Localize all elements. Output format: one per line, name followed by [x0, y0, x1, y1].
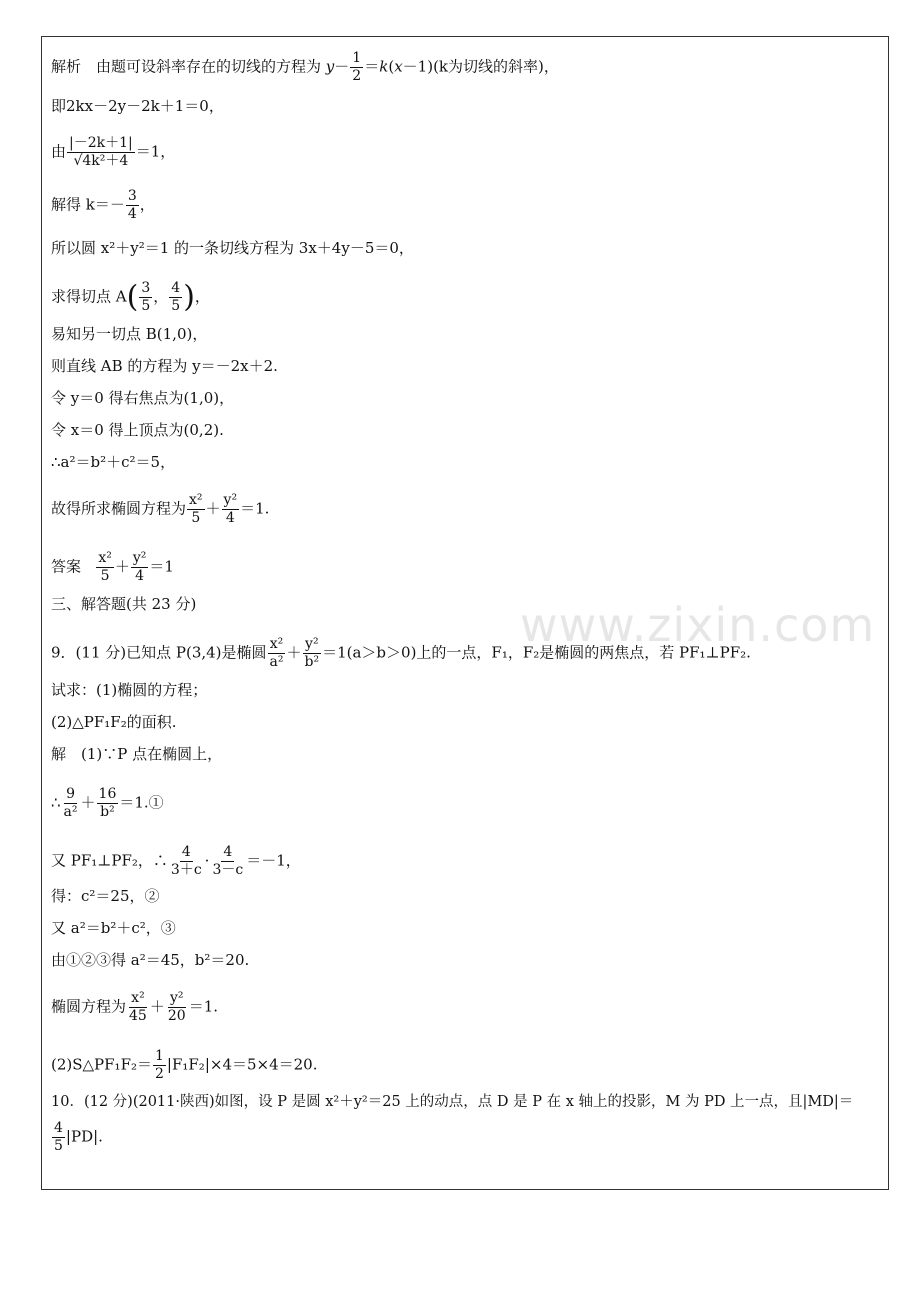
solution-line-9: 令 y＝0 得右焦点为(1,0)， [51, 389, 235, 407]
fraction: $\frac{3}{4}$ [127, 188, 137, 222]
fraction: $\frac{9}{\text{a²}}$ [63, 786, 78, 820]
solution-line-12: 故得所求椭圆方程为 $\frac{\text{x²}}{5}$ ＋ $\frac{\text{y²}}{4}$ ＝1. [51, 492, 270, 526]
answer-line: 答案 $\frac{\text{x²}}{5}$ ＋ $\frac{\text{y²}}{4}$ ＝1 [51, 550, 174, 584]
text: |PD|. [65, 1127, 103, 1146]
fraction: $\frac{4}{3+c}$ [170, 844, 202, 878]
text: ＝1.① [119, 793, 164, 812]
q9-ask2: (2)△PF₁F₂的面积. [51, 713, 177, 731]
q9-step1: 解 (1)∵P 点在椭圆上， [51, 745, 223, 763]
text: 又 PF₁⊥PF₂，∴ [51, 851, 168, 870]
solution-line-10: 令 x＝0 得上顶点为(0,2). [51, 421, 224, 439]
text: ∴ [51, 793, 61, 812]
text: ＝1， [135, 142, 176, 161]
q9-stem: 9．(11 分)已知点 P(3,4)是椭圆 $\frac{\text{x²}}{\text{a²}}$ ＋ $\frac{\text{y²}}{\text{b²}}$ ＝1(a＞b＞0)上的一点，F₁，F₂是椭圆的两焦点，若 PF₁⊥PF₂. [51, 636, 751, 670]
fraction: $\frac{4}{5}$ [171, 280, 181, 314]
fraction: $\frac{\text{x²}}{5}$ [189, 492, 203, 526]
q9-step2: ∴ $\frac{9}{\text{a²}}$ ＋ $\frac{16}{\text{b²}}$ ＝1.① [51, 786, 164, 820]
watermark: www.zixin.com [520, 598, 876, 652]
fraction: $\frac{\text{y²}}{\text{b²}}$ [304, 636, 320, 670]
fraction: $\frac{1}{2}$ [155, 1048, 164, 1082]
fraction: $\frac{4}{5}$ [54, 1120, 63, 1154]
solution-line-1: 解析 由题可设斜率存在的切线的方程为 y－ $\frac{1}{2}$ ＝k(x－1)(k为切线的斜率)， [51, 50, 559, 84]
text: |F₁F₂|×4＝5×4＝20. [166, 1055, 318, 1074]
fraction: $\frac{16}{\text{b²}}$ [98, 786, 117, 820]
fraction: $\frac{\text{x²}}{5}$ [98, 550, 112, 584]
q10-stem: 10．(12 分)(2011·陕西)如图，设 P 是圆 x²＋y²＝25 上的动点，点 D 是 P 在 x 轴上的投影，M 为 PD 上一点，且|MD|＝ [51, 1094, 854, 1110]
q9-step4: 得：c²＝25，② [51, 887, 160, 905]
text: 故得所求椭圆方程为 [51, 499, 187, 518]
q9-step8 [51, 1048, 318, 1083]
fraction: $\frac{1}{2}$ [352, 50, 362, 84]
fraction: $\frac{4}{3-c}$ [212, 844, 244, 878]
fraction: $\frac{\text{x²}}{45}$ [129, 990, 147, 1024]
fraction: $\frac{\text{y²}}{4}$ [223, 492, 238, 526]
solution-line-5: 所以圆 x²＋y²＝1 的一条切线方程为 3x＋4y－5＝0， [51, 239, 414, 257]
section-heading: 三、解答题(共 23 分) [51, 595, 197, 613]
fraction: $\frac{\text{y²}}{20}$ [167, 990, 186, 1024]
text: (2)S△PF₁F₂＝ [51, 1055, 152, 1074]
q9-ask1: 试求：(1)椭圆的方程； [51, 681, 208, 699]
text: ， [194, 287, 210, 306]
fraction: $\frac{3}{5}$ [141, 280, 151, 314]
fraction: $\frac{|-2k+1|}{\text{√4k²＋4}}$ [69, 135, 133, 169]
text: ＝1(a＞b＞0)上的一点，F₁，F₂是椭圆的两焦点，若 PF₁⊥PF₂. [322, 643, 751, 662]
q9-step7: 椭圆方程为 $\frac{\text{x²}}{45}$ ＋ $\frac{\text{y²}}{20}$ ＝1. [51, 990, 218, 1024]
fraction: $\frac{\text{x²}}{\text{a²}}$ [269, 636, 284, 670]
text: 椭圆方程为 [51, 997, 127, 1016]
text: 解析 由题可设斜率存在的切线的方程为 [51, 57, 322, 76]
q10-continued [51, 1120, 103, 1155]
text: ＝1. [240, 499, 270, 518]
text: (k为切线的斜率)， [433, 57, 559, 76]
text: ＝1 [149, 557, 174, 576]
text: 解得 k＝－ [51, 195, 125, 214]
q9-step5: 又 a²＝b²＋c²，③ [51, 919, 176, 937]
solution-line-8: 则直线 AB 的方程为 y＝－2x＋2. [51, 357, 278, 375]
solution-line-2: 即2kx－2y－2k＋1＝0， [51, 97, 224, 115]
solution-line-6: 求得切点 A( $\frac{3}{5}$ ， $\frac{4}{5}$ )， [51, 279, 210, 315]
solution-line-11: ∴a²＝b²＋c²＝5， [51, 453, 176, 471]
fraction: $\frac{\text{y²}}{4}$ [132, 550, 147, 584]
solution-line-4 [51, 188, 155, 223]
solution-line-3 [51, 135, 175, 170]
text: 9．(11 分)已知点 P(3,4)是椭圆 [51, 643, 267, 662]
text: 求得切点 A [51, 287, 127, 306]
answer-label: 答案 [51, 557, 82, 576]
text: ＝1. [188, 997, 218, 1016]
solution-line-7: 易知另一切点 B(1,0)， [51, 325, 208, 343]
q9-step3: 又 PF₁⊥PF₂，∴ $\frac{4}{3+c}$ · $\frac{4}{3-c}$ ＝－1， [51, 844, 301, 878]
q9-step6: 由①②③得 a²＝45，b²＝20. [51, 951, 250, 969]
text: ， [139, 195, 155, 214]
text: ＝－1， [246, 851, 301, 870]
text: 由 [51, 142, 67, 161]
